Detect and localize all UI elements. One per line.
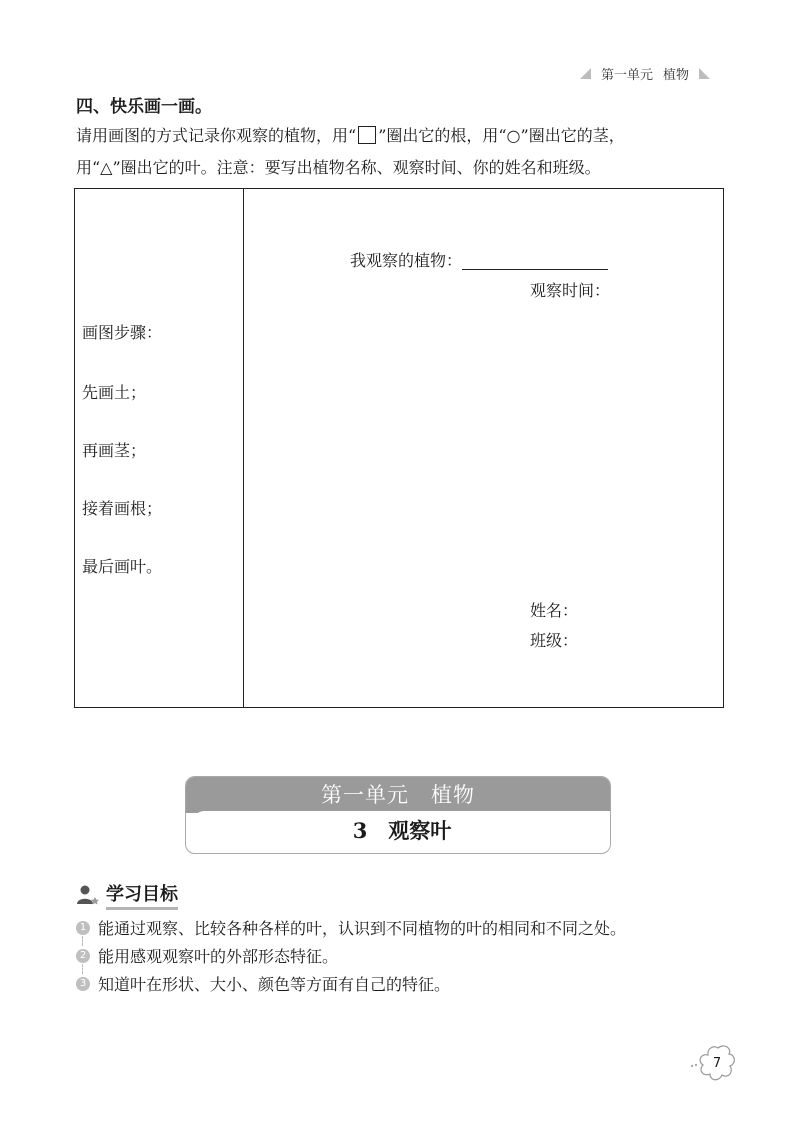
plant-name-blank[interactable] bbox=[462, 251, 608, 270]
triangle-right-icon bbox=[699, 68, 710, 79]
goal-text: 能用感观观察叶的外部形态特征。 bbox=[98, 947, 339, 966]
goal-number: 3 bbox=[76, 977, 90, 991]
goal-number: 2 bbox=[76, 949, 90, 963]
student-class-label: 班级： bbox=[530, 631, 579, 650]
goal-text: 知道叶在形状、大小、颜色等方面有自己的特征。 bbox=[98, 975, 451, 994]
goals-heading bbox=[76, 880, 178, 910]
goal-item bbox=[76, 916, 626, 939]
goal-item bbox=[76, 972, 450, 995]
goals-title: 学习目标 bbox=[106, 880, 178, 910]
learner-icon bbox=[76, 885, 100, 905]
page-number: 7 bbox=[712, 1055, 722, 1071]
goal-item bbox=[76, 944, 338, 967]
step-item: 接着画根； bbox=[82, 499, 163, 518]
banner-unit: 第一单元 植物 bbox=[186, 777, 610, 813]
table-divider bbox=[243, 188, 244, 708]
square-symbol-icon bbox=[358, 126, 376, 144]
goal-number: 1 bbox=[76, 921, 90, 935]
header-topic: 植物 bbox=[663, 67, 690, 83]
section-title: 四、快乐画一画。 bbox=[76, 97, 212, 117]
instruction-part-b: ”圈出它的根，用“○”圈出它的茎， bbox=[378, 126, 625, 145]
header-unit: 第一单元 bbox=[600, 67, 653, 83]
instruction-line-1 bbox=[76, 126, 726, 146]
goal-text: 能通过观察、比较各种各样的叶，认识到不同植物的叶的相同和不同之处。 bbox=[98, 919, 627, 938]
step-item: 先画土； bbox=[82, 383, 147, 402]
triangle-left-icon bbox=[580, 68, 591, 79]
student-name-label: 姓名： bbox=[530, 601, 579, 620]
lesson-title: 3 观察叶 bbox=[194, 811, 610, 851]
running-header bbox=[560, 62, 730, 84]
instruction-line-2: 用“△”圈出它的叶。注意：要写出植物名称、观察时间、你的姓名和班级。 bbox=[76, 158, 601, 177]
step-item: 再画茎； bbox=[82, 441, 147, 460]
instruction-part-a: 请用画图的方式记录你观察的植物，用“ bbox=[76, 126, 357, 145]
steps-heading: 画图步骤： bbox=[82, 323, 163, 342]
plant-name-field bbox=[350, 248, 608, 271]
lesson-banner bbox=[185, 776, 611, 854]
plant-name-label: 我观察的植物： bbox=[350, 251, 463, 270]
observe-time-label: 观察时间： bbox=[530, 281, 611, 300]
step-item: 最后画叶。 bbox=[82, 557, 163, 576]
